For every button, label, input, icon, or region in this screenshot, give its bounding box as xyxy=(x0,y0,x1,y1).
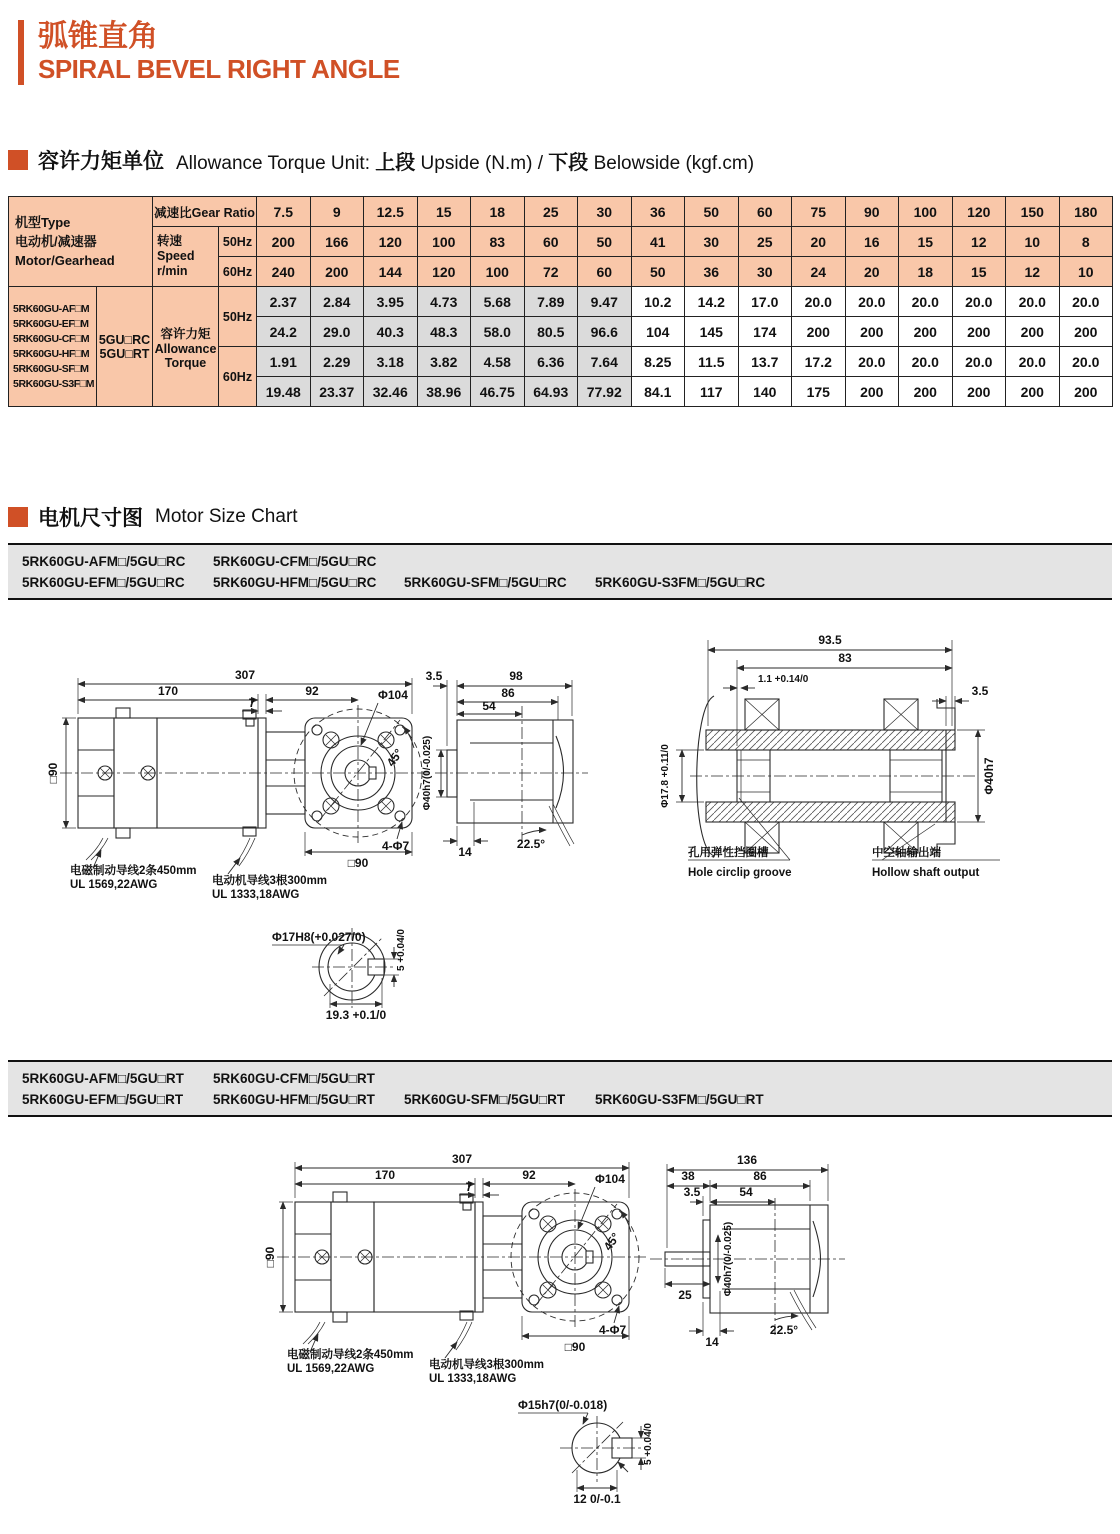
torque-cell: 20.0 xyxy=(1006,287,1060,317)
speed-cell: 50 xyxy=(578,227,632,257)
dim-key-height-rc: 5 +0.04/0 xyxy=(396,929,407,971)
hollow-shaft-section-drawing xyxy=(660,633,1000,879)
output-label-en: Hollow shaft output xyxy=(872,867,980,879)
torque-heading-en xyxy=(176,146,754,175)
dim-83: 83 xyxy=(838,651,852,665)
torque-cell: 3.95 xyxy=(364,287,418,317)
speed-cell: 12 xyxy=(952,227,1006,257)
model-code: 5RK60GU-S3FM□/5GU□RC xyxy=(595,575,766,590)
torque-cell: 7.89 xyxy=(524,287,578,317)
dim-frame-side: □90 xyxy=(46,762,60,784)
torque-cell: 20.0 xyxy=(1059,347,1113,377)
motor-top-view-drawing xyxy=(46,668,432,901)
ratio-col: 36 xyxy=(631,197,685,227)
gear-ratio-header: 减速比Gear Ratio xyxy=(153,197,257,227)
dim-170: 170 xyxy=(157,684,179,698)
torque-cell: 4.73 xyxy=(417,287,471,317)
torque-cell: 200 xyxy=(1006,377,1060,407)
rc-drawings xyxy=(0,610,1120,1050)
brake-wire-spec: UL 1569,22AWG xyxy=(70,879,158,891)
torque-cell: 174 xyxy=(738,317,792,347)
ratio-col: 180 xyxy=(1059,197,1113,227)
gearhead-name: 5GU□RC xyxy=(98,332,151,347)
model-bar-rt-row2 xyxy=(22,1089,1112,1110)
dim-86: 86 xyxy=(753,1169,767,1183)
torque-cell: 23.37 xyxy=(310,377,364,407)
speed-cell: 30 xyxy=(685,227,739,257)
motor-label-en: Motor/Gearhead xyxy=(15,253,115,268)
torque-cell: 3.18 xyxy=(364,347,418,377)
dim-14: 14 xyxy=(458,845,472,859)
torque-cell: 77.92 xyxy=(578,377,632,407)
shaft-detail-rt-drawing xyxy=(518,1398,654,1506)
speed-cell: 36 xyxy=(685,257,739,287)
dim-136: 136 xyxy=(736,1153,758,1167)
torque-cell: 84.1 xyxy=(631,377,685,407)
torque-cell: 80.5 xyxy=(524,317,578,347)
torque-cell: 117 xyxy=(685,377,739,407)
hz50-row-header: 50Hz xyxy=(219,287,257,347)
speed-cell: 10 xyxy=(1059,257,1113,287)
torque-cell: 2.29 xyxy=(310,347,364,377)
dim-3-5: 3.5 xyxy=(683,1185,701,1199)
dim-7: 7 xyxy=(248,696,256,710)
speed-cell: 12 xyxy=(1006,257,1060,287)
model-code: 5RK60GU-CFM□/5GU□RT xyxy=(213,1071,375,1086)
torque-cell: 9.47 xyxy=(578,287,632,317)
hz50-header: 50Hz xyxy=(219,227,257,257)
torque-cell: 20.0 xyxy=(952,347,1006,377)
model-code: 5RK60GU-AFM□/5GU□RC xyxy=(22,554,186,569)
speed-cell: 50 xyxy=(631,257,685,287)
torque-cell: 200 xyxy=(845,317,899,347)
torque-cell: 175 xyxy=(792,377,846,407)
torque-cell: 200 xyxy=(899,317,953,347)
page-title xyxy=(18,20,400,85)
speed-cell: 25 xyxy=(738,227,792,257)
ratio-col: 150 xyxy=(1006,197,1060,227)
ratio-col: 18 xyxy=(471,197,525,227)
torque-cell: 200 xyxy=(899,377,953,407)
motor-wire-note: 电动机导线3根300mm xyxy=(212,875,328,887)
motor-wire-note: 电动机导线3根300mm xyxy=(429,1359,545,1371)
rt-drawings xyxy=(0,1120,1120,1534)
torque-cell: 200 xyxy=(1059,317,1113,347)
speed-cell: 100 xyxy=(417,227,471,257)
type-header-cell xyxy=(9,197,153,287)
dim-54: 54 xyxy=(482,699,496,713)
model-code: 5RK60GU-EFM□/5GU□RT xyxy=(22,1092,184,1107)
torque-cell: 200 xyxy=(1059,377,1113,407)
dim-shaft-dia: Φ40h7(0/-0.025) xyxy=(422,735,433,811)
torque-cell: 8.25 xyxy=(631,347,685,377)
dim-groove: 1.1 +0.14/0 xyxy=(758,674,809,685)
brake-wire-spec: UL 1569,22AWG xyxy=(287,1363,375,1375)
speed-cell: 24 xyxy=(792,257,846,287)
torque-cell: 104 xyxy=(631,317,685,347)
torque-heading-zh: 容许力矩单位 xyxy=(38,150,164,173)
speed-cell: 200 xyxy=(310,257,364,287)
header-row-ratio xyxy=(9,197,1113,227)
torque-cell: 2.84 xyxy=(310,287,364,317)
torque-cell: 20.0 xyxy=(1059,287,1113,317)
torque-cell: 48.3 xyxy=(417,317,471,347)
belowside-zh: 下段 xyxy=(548,151,589,174)
dim-92: 92 xyxy=(522,1168,536,1182)
torque-cell: 14.2 xyxy=(685,287,739,317)
dim-angle-22-5: 22.5° xyxy=(516,837,546,851)
ratio-col: 25 xyxy=(524,197,578,227)
dim-307: 307 xyxy=(451,1152,473,1166)
torque-cell: 20.0 xyxy=(899,347,953,377)
model-bar-rc-row2 xyxy=(22,572,1112,593)
torque-section-heading xyxy=(8,145,754,175)
hz60-row-header: 60Hz xyxy=(219,347,257,407)
torque-cell: 200 xyxy=(952,377,1006,407)
speed-cell: 72 xyxy=(524,257,578,287)
hz60-header: 60Hz xyxy=(219,257,257,287)
dim-14: 14 xyxy=(705,1335,719,1349)
ratio-col: 120 xyxy=(952,197,1006,227)
torque-cell: 200 xyxy=(792,317,846,347)
speed-cell: 18 xyxy=(899,257,953,287)
torque-cell: 13.7 xyxy=(738,347,792,377)
model-name: 5RK60GU-CF□M xyxy=(13,332,90,345)
allowance-label-cell xyxy=(153,287,219,407)
dim-angle-22-5: 22.5° xyxy=(769,1323,799,1337)
torque-cell: 7.64 xyxy=(578,347,632,377)
ratio-col: 100 xyxy=(899,197,953,227)
dim-93-5: 93.5 xyxy=(818,633,842,647)
speed-cell: 8 xyxy=(1059,227,1113,257)
torque-cell: 200 xyxy=(845,377,899,407)
torque-cell: 5.68 xyxy=(471,287,525,317)
torque-cell: 29.0 xyxy=(310,317,364,347)
speed-cell: 10 xyxy=(1006,227,1060,257)
model-code: 5RK60GU-HFM□/5GU□RT xyxy=(213,1092,375,1107)
model-name: 5RK60GU-S3F□M xyxy=(13,377,95,390)
model-bar-rc xyxy=(8,543,1112,600)
dim-key-width-rt: 12 0/-0.1 xyxy=(573,1492,621,1506)
torque-cell: 58.0 xyxy=(471,317,525,347)
torque-row-50hz-nm xyxy=(9,287,1113,317)
torque-cell: 2.37 xyxy=(257,287,311,317)
section-bullet-icon xyxy=(8,150,28,170)
model-code: 5RK60GU-HFM□/5GU□RC xyxy=(213,575,377,590)
torque-cell: 46.75 xyxy=(471,377,525,407)
dim-38: 38 xyxy=(681,1169,695,1183)
ratio-col: 15 xyxy=(417,197,471,227)
ratio-col: 50 xyxy=(685,197,739,227)
torque-unit-label: Allowance Torque Unit: xyxy=(176,152,370,174)
speed-cell: 120 xyxy=(364,227,418,257)
torque-cell: 38.96 xyxy=(417,377,471,407)
brake-wire-note: 电磁制动导线2条450mm xyxy=(287,1349,414,1361)
upside-zh: 上段 xyxy=(375,151,416,174)
torque-cell: 19.48 xyxy=(257,377,311,407)
torque-cell: 4.58 xyxy=(471,347,525,377)
torque-cell: 96.6 xyxy=(578,317,632,347)
allowance-en: Allowance xyxy=(154,341,217,356)
model-code: 5RK60GU-AFM□/5GU□RT xyxy=(22,1071,184,1086)
torque-cell: 20.0 xyxy=(952,287,1006,317)
model-code: 5RK60GU-CFM□/5GU□RC xyxy=(213,554,377,569)
dim-54: 54 xyxy=(739,1185,753,1199)
torque-cell: 17.0 xyxy=(738,287,792,317)
motor-label-zh: 电动机/减速器 xyxy=(15,234,97,249)
circlip-label-zh: 孔用弹性挡圈槽 xyxy=(688,847,769,859)
dim-170: 170 xyxy=(374,1168,396,1182)
dim-7: 7 xyxy=(465,1180,473,1194)
ratio-col: 9 xyxy=(310,197,364,227)
speed-label: 转速Speed xyxy=(157,234,195,263)
output-label-zh: 中空轴输出端 xyxy=(872,847,941,859)
speed-cell: 41 xyxy=(631,227,685,257)
model-name: 5RK60GU-AF□M xyxy=(13,302,90,315)
dim-holes: 4-Φ7 xyxy=(382,839,410,853)
size-heading-en: Motor Size Chart xyxy=(155,506,298,527)
dim-3-5: 3.5 xyxy=(425,669,443,683)
dim-angle-45: 45° xyxy=(600,1230,623,1254)
speed-cell: 144 xyxy=(364,257,418,287)
dim-86: 86 xyxy=(501,686,515,700)
speed-cell: 120 xyxy=(417,257,471,287)
ratio-col: 75 xyxy=(792,197,846,227)
dim-25: 25 xyxy=(678,1288,692,1302)
speed-header-cell xyxy=(153,227,219,287)
allowance-torque-table xyxy=(8,196,1113,407)
ratio-col: 7.5 xyxy=(257,197,311,227)
model-bar-rt xyxy=(8,1060,1112,1117)
ratio-col: 60 xyxy=(738,197,792,227)
ratio-col: 12.5 xyxy=(364,197,418,227)
torque-cell: 20.0 xyxy=(899,287,953,317)
gearhead-side-view-rc-drawing xyxy=(422,669,588,859)
type-label: 机型Type xyxy=(15,215,71,230)
dim-bore-rc: Φ17H8(+0.027/0) xyxy=(272,930,366,944)
model-bar-rc-row1 xyxy=(22,551,1112,572)
dim-key-width-rc: 19.3 +0.1/0 xyxy=(325,1008,387,1022)
speed-cell: 60 xyxy=(524,227,578,257)
torque-cell: 20.0 xyxy=(792,287,846,317)
size-section-heading xyxy=(8,502,298,532)
brake-wire-note: 电磁制动导线2条450mm xyxy=(70,865,197,877)
page-title-en: SPIRAL BEVEL RIGHT ANGLE xyxy=(38,54,400,84)
speed-cell: 200 xyxy=(257,227,311,257)
torque-cell: 17.2 xyxy=(792,347,846,377)
torque-cell: 140 xyxy=(738,377,792,407)
torque-cell: 10.2 xyxy=(631,287,685,317)
dim-holes: 4-Φ7 xyxy=(599,1323,627,1337)
speed-cell: 16 xyxy=(845,227,899,257)
gearhead-name: 5GU□RT xyxy=(99,346,150,361)
model-code: 5RK60GU-SFM□/5GU□RT xyxy=(404,1092,566,1107)
speed-cell: 100 xyxy=(471,257,525,287)
model-bar-rt-row1 xyxy=(22,1068,1112,1089)
model-code: 5RK60GU-SFM□/5GU□RC xyxy=(404,575,567,590)
dim-end-3-5: 3.5 xyxy=(971,684,989,698)
bore-detail-rc-drawing xyxy=(272,928,407,1022)
speed-cell: 30 xyxy=(738,257,792,287)
size-heading-zh: 电机尺寸图 xyxy=(38,507,143,530)
model-code: 5RK60GU-EFM□/5GU□RC xyxy=(22,575,185,590)
torque-cell: 40.3 xyxy=(364,317,418,347)
ratio-col: 90 xyxy=(845,197,899,227)
dim-shaft-rt: Φ15h7(0/-0.018) xyxy=(518,1398,608,1412)
torque-cell: 20.0 xyxy=(1006,347,1060,377)
speed-cell: 20 xyxy=(792,227,846,257)
dim-98: 98 xyxy=(509,669,523,683)
dim-bolt-circle: Φ104 xyxy=(378,688,408,702)
dim-shaft-od: Φ40h7 xyxy=(982,757,996,795)
gearhead-cell xyxy=(97,287,153,407)
model-name: 5RK60GU-EF□M xyxy=(13,317,89,330)
model-code: 5RK60GU-S3FM□/5GU□RT xyxy=(595,1092,764,1107)
dim-frame-face: □90 xyxy=(564,1340,586,1354)
torque-cell: 20.0 xyxy=(845,347,899,377)
speed-unit: r/min xyxy=(157,264,188,278)
belowside-en: Belowside (kgf.cm) xyxy=(593,152,755,174)
speed-cell: 240 xyxy=(257,257,311,287)
torque-cell: 145 xyxy=(685,317,739,347)
torque-cell: 200 xyxy=(1006,317,1060,347)
torque-cell: 6.36 xyxy=(524,347,578,377)
dim-key-height-rt: 5 +0.04/0 xyxy=(643,1423,654,1465)
model-name: 5RK60GU-HF□M xyxy=(13,347,90,360)
torque-cell: 64.93 xyxy=(524,377,578,407)
allowance-en: Torque xyxy=(164,355,207,370)
torque-cell: 11.5 xyxy=(685,347,739,377)
torque-cell: 3.82 xyxy=(417,347,471,377)
speed-cell: 60 xyxy=(578,257,632,287)
dim-angle-45: 45° xyxy=(383,746,406,770)
model-name: 5RK60GU-SF□M xyxy=(13,362,89,375)
dim-frame-face: □90 xyxy=(347,856,369,870)
allowance-zh: 容许力矩 xyxy=(160,326,211,341)
motor-top-view-drawing-rt xyxy=(263,1152,649,1385)
section-bullet-icon xyxy=(8,507,28,527)
torque-cell: 200 xyxy=(952,317,1006,347)
circlip-label-en: Hole circlip groove xyxy=(688,867,792,879)
ratio-col: 30 xyxy=(578,197,632,227)
torque-cell: 1.91 xyxy=(257,347,311,377)
torque-cell: 32.46 xyxy=(364,377,418,407)
torque-cell: 20.0 xyxy=(845,287,899,317)
speed-cell: 15 xyxy=(899,227,953,257)
dim-bolt-circle: Φ104 xyxy=(595,1172,625,1186)
model-list-cell xyxy=(9,287,97,407)
torque-cell: 24.2 xyxy=(257,317,311,347)
speed-cell: 20 xyxy=(845,257,899,287)
dim-frame-side: □90 xyxy=(263,1246,277,1268)
dim-shaft-dia: Φ40h7(0/-0.025) xyxy=(723,1221,734,1297)
speed-cell: 166 xyxy=(310,227,364,257)
upside-en: Upside (N.m) / xyxy=(420,152,544,174)
speed-cell: 15 xyxy=(952,257,1006,287)
motor-wire-spec: UL 1333,18AWG xyxy=(429,1373,517,1385)
speed-cell: 83 xyxy=(471,227,525,257)
page-title-zh: 弧锥直角 xyxy=(38,20,158,53)
dim-307: 307 xyxy=(234,668,256,682)
dim-bore-dia: Φ17.8 +0.11/0 xyxy=(660,744,671,808)
header-row-speed50 xyxy=(9,227,1113,257)
motor-wire-spec: UL 1333,18AWG xyxy=(212,889,300,901)
gearhead-side-view-rt-drawing xyxy=(650,1153,845,1349)
dim-92: 92 xyxy=(305,684,319,698)
